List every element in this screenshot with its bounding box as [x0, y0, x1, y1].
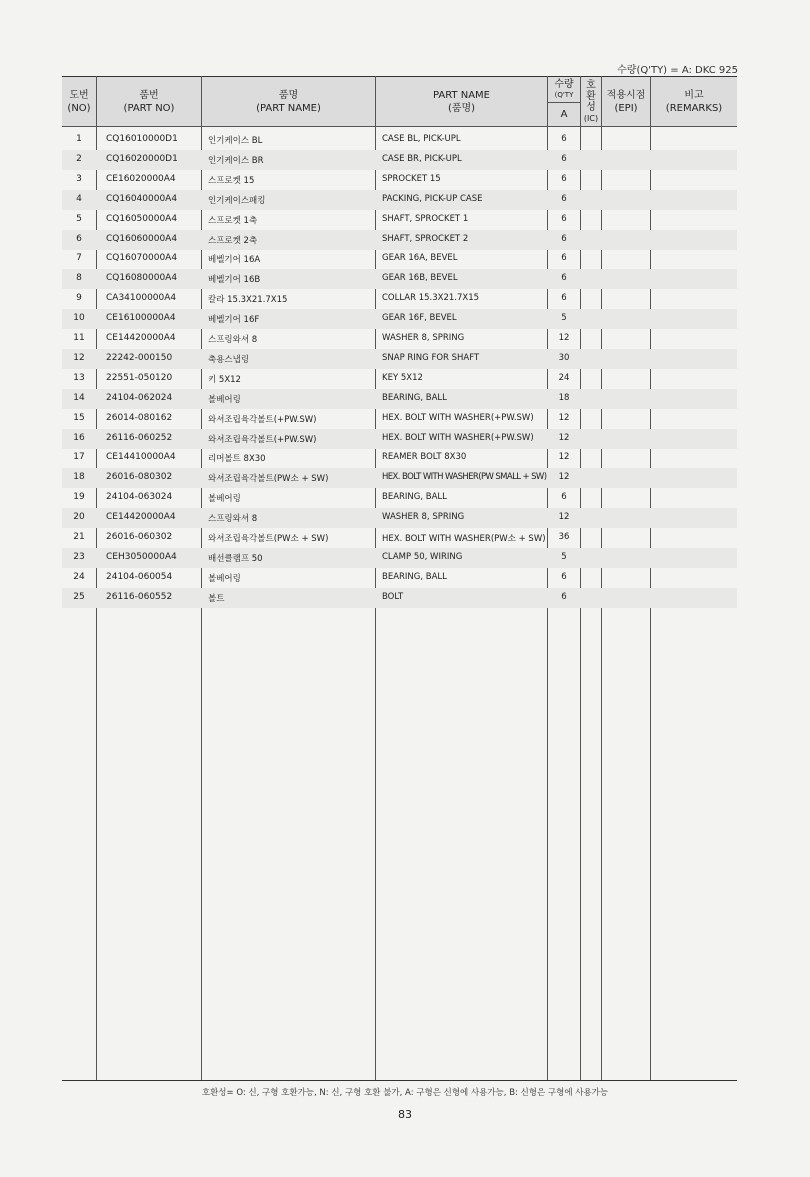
header-part-name-kr: 품명 [278, 90, 299, 101]
table-row [62, 528, 737, 548]
part-name-en: COLLAR 15.3X21.7X15 [382, 293, 480, 304]
quantity: 6 [561, 293, 567, 304]
part-name-kr: 배선클램프 50 [208, 553, 263, 564]
part-number: 26116-060252 [106, 432, 173, 443]
quantity: 12 [558, 512, 570, 523]
part-number: CQ16050000A4 [106, 213, 178, 224]
header-qty-col-a: A [560, 109, 568, 120]
header-bottom-border [62, 126, 737, 127]
header-ic-en: (IC) [583, 114, 599, 123]
row-number: 5 [76, 213, 82, 224]
table-row [62, 150, 737, 170]
header-ic-kr: 호환성 [586, 80, 596, 113]
header-epi [602, 89, 650, 115]
row-number: 23 [73, 551, 85, 562]
quantity: 6 [561, 253, 567, 264]
part-name-en: HEX. BOLT WITH WASHER(+PW.SW) [382, 412, 534, 423]
footer-divider [62, 1080, 737, 1081]
part-number: CE16020000A4 [106, 173, 176, 184]
quantity: 5 [561, 551, 567, 562]
row-number: 12 [73, 352, 85, 363]
part-number: CQ16010000D1 [106, 134, 178, 144]
quantity: 36 [558, 532, 570, 542]
part-number: CQ16080000A4 [106, 273, 178, 284]
part-number: 26014-080162 [106, 412, 173, 423]
row-number: 19 [73, 492, 85, 503]
table-row [62, 389, 737, 409]
row-number: 14 [73, 392, 85, 403]
table-row [62, 568, 737, 588]
part-number: 26016-080302 [106, 472, 173, 483]
table-row [62, 488, 737, 508]
part-number: 26016-060302 [106, 532, 173, 542]
row-number: 21 [73, 532, 85, 542]
table-row [62, 230, 737, 250]
part-name-en: HEX. BOLT WITH WASHER(PW SMALL + SW) [382, 472, 547, 483]
part-name-kr: 축용스냅링 [208, 354, 250, 365]
part-number: CQ16020000D1 [106, 153, 178, 164]
row-number: 25 [73, 591, 85, 602]
table-top-border [62, 76, 737, 77]
header-epi-en: (EPI) [614, 103, 638, 114]
quantity: 12 [558, 412, 570, 423]
part-number: CQ16040000A4 [106, 193, 178, 204]
header-qty [548, 78, 580, 100]
part-number: 26116-060552 [106, 591, 173, 602]
quantity: 6 [561, 134, 567, 144]
row-number: 8 [76, 273, 82, 284]
row-number: 2 [76, 153, 82, 164]
part-number: 24104-060054 [106, 571, 173, 582]
part-number: 24104-062024 [106, 392, 173, 403]
table-row [62, 309, 737, 329]
table-row [62, 289, 737, 309]
quantity: 6 [561, 233, 567, 244]
qty-note: 수량(Q'TY) = A: DKC 925 [617, 65, 738, 76]
quantity: 24 [558, 372, 570, 383]
quantity: 12 [558, 472, 570, 483]
row-number: 17 [73, 452, 85, 463]
part-name-kr: 스프로켓 1축 [208, 215, 258, 226]
header-part-name-eng-label: PART NAME [432, 90, 490, 101]
part-name-kr: 볼베어링 [208, 394, 241, 405]
part-number: 22551-050120 [106, 372, 173, 383]
header-part-name-eng-kr: (품명) [447, 103, 476, 114]
part-name-en: SHAFT, SPROCKET 2 [382, 233, 469, 244]
quantity: 18 [558, 392, 570, 403]
part-name-kr: 스프링와셔 8 [208, 335, 258, 345]
table-row [62, 409, 737, 429]
row-number: 24 [73, 571, 85, 582]
parts-table [62, 76, 737, 1080]
table-row [62, 369, 737, 389]
row-number: 20 [73, 512, 85, 523]
part-name-kr: 볼베어링 [208, 494, 241, 505]
part-name-kr: 스프링와셔 8 [208, 514, 258, 525]
row-number: 15 [73, 412, 85, 423]
part-name-kr: 인기케이스 BL [208, 136, 263, 146]
part-name-en: PACKING, PICK-UP CASE [382, 193, 483, 204]
part-name-en: WASHER 8, SPRING [382, 333, 465, 343]
table-row [62, 190, 737, 210]
table-row [62, 170, 737, 190]
row-number: 13 [73, 372, 85, 383]
part-name-en: CLAMP 50, WIRING [382, 551, 463, 562]
quantity: 12 [558, 452, 570, 463]
part-name-kr: 스프로켓 2축 [208, 235, 258, 246]
part-name-en: CASE BL, PICK-UPL [382, 134, 461, 144]
part-name-kr: 와셔조립육각볼트(+PW.SW) [208, 414, 317, 425]
quantity: 6 [561, 173, 567, 184]
part-name-en: SNAP RING FOR SHAFT [382, 352, 480, 363]
part-number: CQ16070000A4 [106, 253, 178, 264]
row-number: 9 [76, 293, 82, 304]
row-number: 16 [73, 432, 85, 443]
part-name-kr: 베벨기어 16F [208, 315, 260, 326]
table-row [62, 448, 737, 468]
part-name-kr: 와셔조립육각볼트(+PW.SW) [208, 434, 317, 445]
quantity: 6 [561, 571, 567, 582]
part-number: 22242-000150 [106, 352, 173, 363]
part-name-en: HEX. BOLT WITH WASHER(PW소 + SW) [382, 534, 546, 544]
header-ic [581, 80, 601, 124]
header-part-name-eng [376, 89, 547, 115]
header-part-no-kr: 품번 [139, 90, 159, 101]
qty-sub-divider [548, 102, 580, 103]
header-no-en: (NO) [67, 103, 91, 114]
header-no-kr: 도번 [69, 90, 89, 101]
part-name-en: WASHER 8, SPRING [382, 512, 465, 523]
part-number: CA34100000A4 [106, 293, 177, 304]
header-part-name [202, 89, 375, 115]
quantity: 12 [558, 333, 570, 343]
quantity: 6 [561, 213, 567, 224]
part-number: 24104-063024 [106, 492, 173, 503]
part-name-kr: 와셔조립육각볼트(PW소 + SW) [208, 534, 329, 544]
part-number: CEH3050000A4 [106, 551, 177, 562]
compatibility-footnote: 호환성= O: 신, 구형 호환가능, N: 신, 구형 호환 불가, A: 구형은 신형에 사용가능, B: 신형은 구형에 사용가능 [201, 1088, 609, 1098]
header-no [62, 89, 96, 115]
part-name-en: BEARING, BALL [382, 392, 447, 403]
part-number: CQ16060000A4 [106, 233, 178, 244]
part-name-en: GEAR 16F, BEVEL [382, 313, 457, 324]
header-qty-kr: 수량 [554, 79, 574, 90]
table-row [62, 269, 737, 289]
row-number: 10 [73, 313, 85, 324]
part-name-kr: 인기케이스패킹 [208, 195, 266, 206]
part-name-kr: 볼베어링 [208, 573, 241, 584]
part-name-kr: 베벨기어 16A [208, 255, 261, 266]
part-name-kr: 와셔조립육각볼트(PW소 + SW) [208, 474, 329, 485]
quantity: 6 [561, 193, 567, 204]
header-part-name-en: (PART NAME) [256, 103, 321, 114]
header-qty-en: (Q'TY [554, 91, 574, 99]
page-number: 83 [398, 1108, 412, 1121]
part-number: CE16100000A4 [106, 313, 176, 324]
header-remarks-en: (REMARKS) [665, 103, 723, 114]
part-name-en: REAMER BOLT 8X30 [382, 452, 467, 463]
row-number: 4 [76, 193, 82, 204]
row-number: 18 [73, 472, 85, 483]
row-number: 1 [76, 134, 82, 144]
part-name-en: GEAR 16B, BEVEL [382, 273, 458, 284]
table-row [62, 130, 737, 150]
part-name-en: SHAFT, SPROCKET 1 [382, 213, 469, 224]
header-remarks [651, 89, 737, 115]
part-number: CE14420000A4 [106, 512, 176, 523]
header-part-no [97, 89, 201, 115]
row-number: 7 [76, 253, 82, 264]
part-number: CE14410000A4 [106, 452, 176, 463]
table-row [62, 588, 737, 608]
part-name-kr: 베벨기어 16B [208, 275, 261, 286]
part-name-en: BOLT [382, 591, 404, 602]
table-row [62, 329, 737, 349]
table-row [62, 468, 737, 488]
quantity: 30 [558, 352, 570, 363]
quantity: 6 [561, 273, 567, 284]
header-epi-kr: 적용시점 [606, 90, 646, 101]
table-row [62, 508, 737, 528]
part-name-kr: 키 5X12 [208, 374, 241, 385]
part-number: CE14420000A4 [106, 333, 176, 343]
quantity: 6 [561, 153, 567, 164]
header-part-no-en: (PART NO) [123, 103, 175, 114]
part-name-en: CASE BR, PICK-UPL [382, 153, 462, 164]
table-row [62, 210, 737, 230]
part-name-kr: 볼트 [208, 593, 225, 604]
row-number: 11 [73, 333, 85, 343]
part-name-kr: 인기케이스 BR [208, 155, 264, 166]
table-row [62, 349, 737, 369]
table-row [62, 548, 737, 568]
quantity: 6 [561, 591, 567, 602]
quantity: 5 [561, 313, 567, 324]
header-remarks-kr: 비고 [684, 90, 704, 101]
table-row [62, 249, 737, 269]
part-name-en: BEARING, BALL [382, 492, 447, 503]
quantity: 6 [561, 492, 567, 503]
part-name-en: HEX. BOLT WITH WASHER(+PW.SW) [382, 432, 534, 443]
part-name-en: SPROCKET 15 [382, 173, 441, 184]
part-name-en: KEY 5X12 [382, 372, 423, 383]
row-number: 3 [76, 173, 82, 184]
quantity: 12 [558, 432, 570, 443]
row-number: 6 [76, 233, 82, 244]
part-name-en: GEAR 16A, BEVEL [382, 253, 458, 264]
part-name-en: BEARING, BALL [382, 571, 447, 582]
table-row [62, 429, 737, 449]
part-name-kr: 리머볼트 8X30 [208, 454, 266, 465]
part-name-kr: 스프로켓 15 [208, 175, 255, 186]
part-name-kr: 칼라 15.3X21.7X15 [208, 295, 288, 306]
